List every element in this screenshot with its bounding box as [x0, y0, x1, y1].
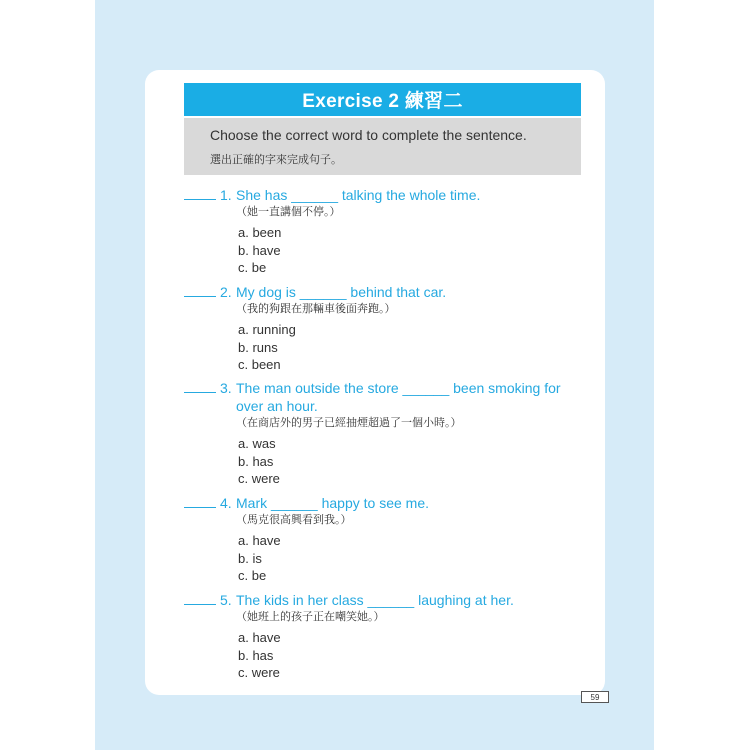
answer-blank[interactable] [184, 494, 216, 508]
instructions-chinese: 選出正確的字來完成句子。 [210, 154, 342, 166]
options-list [238, 435, 584, 488]
question-text: The kids in her class ______ laughing at her. [236, 592, 514, 608]
question-text: My dog is ______ behind that car. [236, 284, 447, 300]
question-translation: （馬克很高興看到我。） [236, 514, 352, 526]
option: c. be [238, 260, 267, 275]
exercise-title: Exercise 2 練習二 [184, 83, 581, 116]
option: b. has [238, 453, 274, 469]
answer-blank[interactable] [184, 379, 216, 393]
question-number: 3. [220, 380, 232, 396]
option: b. runs [238, 339, 278, 355]
question-3 [184, 379, 584, 488]
option: b. have [238, 242, 281, 258]
question-text: The man outside the store ______ been smoking for over an hour. [236, 380, 561, 414]
answer-blank[interactable] [184, 186, 216, 200]
option: a. running [238, 322, 296, 337]
options-list [238, 629, 584, 682]
options-list [238, 321, 584, 374]
option: c. were [238, 471, 280, 486]
option: c. were [238, 665, 280, 680]
instructions-box [184, 118, 581, 175]
option: c. be [238, 568, 267, 583]
option: a. was [238, 436, 276, 451]
options-list [238, 532, 584, 585]
question-5 [184, 591, 584, 682]
question-4 [184, 494, 584, 585]
option: b. is [238, 550, 262, 566]
question-1 [184, 186, 584, 277]
option: b. has [238, 647, 274, 663]
instructions-english: Choose the correct word to complete the sentence. [210, 127, 527, 143]
question-2 [184, 283, 584, 374]
option: c. been [238, 357, 281, 372]
question-translation: （在商店外的男子已經抽煙超過了一個小時。） [236, 417, 462, 429]
question-number: 1. [220, 187, 232, 203]
question-text: She has ______ talking the whole time. [236, 187, 481, 203]
question-translation: （她一直講個不停。） [236, 206, 341, 218]
question-translation: （我的狗跟在那輛車後面奔跑。） [236, 303, 396, 315]
question-number: 4. [220, 495, 232, 511]
question-number: 5. [220, 592, 232, 608]
question-text: Mark ______ happy to see me. [236, 495, 430, 511]
option: a. have [238, 533, 281, 548]
option: a. been [238, 225, 282, 240]
question-translation: （她班上的孩子正在嘲笑她。） [236, 611, 385, 623]
question-number: 2. [220, 284, 232, 300]
option: a. have [238, 630, 281, 645]
answer-blank[interactable] [184, 591, 216, 605]
answer-blank[interactable] [184, 283, 216, 297]
page-number: 59 [581, 691, 609, 703]
options-list [238, 224, 584, 277]
